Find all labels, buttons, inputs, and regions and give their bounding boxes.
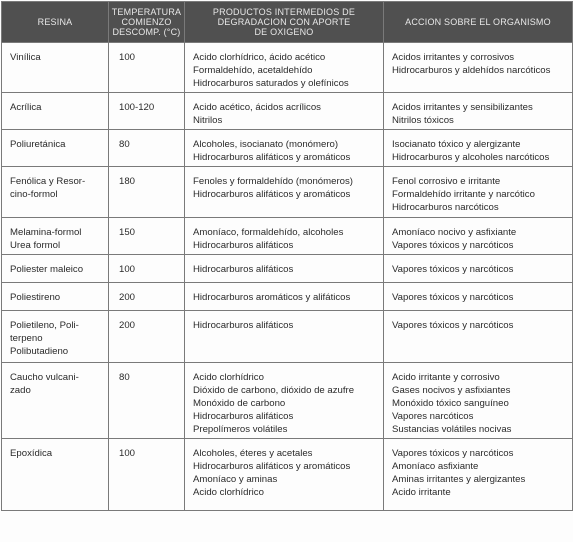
temperatura-content xyxy=(109,283,184,306)
accion-content xyxy=(384,130,572,166)
resina-cell xyxy=(2,43,109,93)
temperatura-content xyxy=(109,439,184,462)
temperatura-text: 100-120 xyxy=(119,102,155,113)
productos-content xyxy=(185,311,383,334)
accion-text: Monóxido tóxico sanguíneo xyxy=(392,398,509,409)
temperatura-text: 100 xyxy=(119,264,136,275)
productos-cell xyxy=(185,283,384,311)
resina-text: Polietileno, Poli- xyxy=(10,320,79,331)
productos-content xyxy=(185,255,383,278)
resina-cell xyxy=(2,439,109,511)
temperatura-text: 200 xyxy=(119,320,136,331)
temperatura-text: 180 xyxy=(119,176,136,187)
accion-text: Aminas irritantes y alergizantes xyxy=(392,474,526,485)
resina-text: cino-formol xyxy=(10,189,58,200)
temperatura-cell xyxy=(109,311,185,363)
temperatura-cell xyxy=(109,439,185,511)
resina-text: terpeno xyxy=(10,333,43,344)
temperatura-cell xyxy=(109,130,185,167)
productos-cell xyxy=(185,130,384,167)
resina-content xyxy=(2,363,108,399)
productos-text: Hidrocarburos alifáticos y aromáticos xyxy=(193,461,351,472)
accion-text: Isocianato tóxico y alergizante xyxy=(392,139,521,150)
accion-text: Acido irritante y corrosivo xyxy=(392,372,500,383)
accion-text: Formaldehído irritante y narcótico xyxy=(392,189,535,200)
accion-content xyxy=(384,167,572,216)
accion-text: Vapores tóxicos y narcóticos xyxy=(392,448,514,459)
resina-cell xyxy=(2,255,109,283)
header-temperatura-line: TEMPERATURA xyxy=(111,7,182,17)
accion-text: Nitrilos tóxicos xyxy=(392,115,454,126)
accion-content xyxy=(384,363,572,438)
accion-text: Amoníaco asfixiante xyxy=(392,461,479,472)
productos-text: Hidrocarburos alifáticos xyxy=(193,264,294,275)
productos-cell xyxy=(185,439,384,511)
temperatura-text: 80 xyxy=(119,372,130,383)
table-row xyxy=(2,218,573,255)
productos-content xyxy=(185,93,383,129)
accion-text: Vapores tóxicos y narcóticos xyxy=(392,320,514,331)
table-row xyxy=(2,363,573,439)
accion-content xyxy=(384,43,572,79)
accion-content xyxy=(384,218,572,254)
accion-content xyxy=(384,439,572,501)
resina-cell xyxy=(2,167,109,218)
resina-text: Melamina-formol xyxy=(10,227,82,238)
resina-text: Epoxídica xyxy=(10,448,53,459)
resina-cell xyxy=(2,218,109,255)
header-productos-line: DE OXIGENO xyxy=(254,27,314,37)
accion-cell xyxy=(384,311,573,363)
header-temperatura-line: DESCOMP. (°C) xyxy=(112,27,181,37)
productos-cell xyxy=(185,43,384,93)
productos-text: Hidrocarburos alifáticos y aromáticos xyxy=(193,189,351,200)
productos-text: Prepolímeros volátiles xyxy=(193,424,288,435)
resina-content xyxy=(2,167,108,203)
temperatura-cell xyxy=(109,255,185,283)
resina-content xyxy=(2,93,108,116)
header-resina xyxy=(2,2,109,43)
header-accion xyxy=(384,2,573,43)
table-row xyxy=(2,439,573,511)
temperatura-cell xyxy=(109,218,185,255)
accion-cell xyxy=(384,93,573,130)
productos-text: Acido clorhídrico xyxy=(193,372,264,383)
productos-text: Nitrilos xyxy=(193,115,223,126)
accion-text: Acido irritante xyxy=(392,487,451,498)
table-row xyxy=(2,167,573,218)
table-row xyxy=(2,311,573,363)
accion-text: Hidrocarburos narcóticos xyxy=(392,202,499,213)
accion-cell xyxy=(384,167,573,218)
productos-cell xyxy=(185,311,384,363)
table-body xyxy=(2,43,573,511)
resina-text: Poliestireno xyxy=(10,292,61,303)
resina-text: Acrílica xyxy=(10,102,42,113)
productos-text: Hidrocarburos saturados y olefínicos xyxy=(193,78,349,89)
productos-cell xyxy=(185,255,384,283)
accion-cell xyxy=(384,363,573,439)
temperatura-cell xyxy=(109,43,185,93)
temperatura-text: 100 xyxy=(119,52,136,63)
table-row xyxy=(2,93,573,130)
productos-text: Hidrocarburos alifáticos xyxy=(193,411,294,422)
header-resina-label: RESINA xyxy=(37,17,73,27)
productos-content xyxy=(185,167,383,203)
productos-cell xyxy=(185,218,384,255)
header-accion-label: ACCION SOBRE EL ORGANISMO xyxy=(405,17,551,27)
resina-text: zado xyxy=(10,385,31,396)
resina-content xyxy=(2,255,108,278)
productos-cell xyxy=(185,363,384,439)
temperatura-text: 200 xyxy=(119,292,136,303)
productos-text: Hidrocarburos aromáticos y alifáticos xyxy=(193,292,351,303)
resina-text: Vinílica xyxy=(10,52,41,63)
productos-text: Hidrocarburos alifáticos y aromáticos xyxy=(193,152,351,163)
header-temperatura xyxy=(109,2,185,43)
resina-cell xyxy=(2,283,109,311)
accion-text: Fenol corrosivo e irritante xyxy=(392,176,501,187)
resina-content xyxy=(2,311,108,360)
resina-text: Caucho vulcani- xyxy=(10,372,79,383)
header-productos xyxy=(185,2,384,43)
productos-text: Formaldehído, acetaldehído xyxy=(193,65,313,76)
header-temperatura-line: COMIENZO xyxy=(121,17,172,27)
resina-text: Poliuretánica xyxy=(10,139,66,150)
header-productos-line: DEGRADACION CON APORTE xyxy=(217,17,351,27)
accion-text: Vapores tóxicos y narcóticos xyxy=(392,264,514,275)
temperatura-text: 150 xyxy=(119,227,136,238)
accion-text: Gases nocivos y asfixiantes xyxy=(392,385,511,396)
resina-content xyxy=(2,130,108,153)
accion-cell xyxy=(384,43,573,93)
temperatura-content xyxy=(109,167,184,190)
table-row xyxy=(2,43,573,93)
productos-text: Alcoholes, éteres y acetales xyxy=(193,448,313,459)
temperatura-content xyxy=(109,363,184,386)
productos-content xyxy=(185,130,383,166)
resina-text: Fenólica y Resor- xyxy=(10,176,86,187)
resina-text: Polibutadieno xyxy=(10,346,69,357)
productos-text: Acido acético, ácidos acrílicos xyxy=(193,102,321,113)
accion-text: Sustancias volátiles nocivas xyxy=(392,424,512,435)
table-header xyxy=(2,2,573,43)
accion-content xyxy=(384,255,572,278)
temperatura-text: 80 xyxy=(119,139,130,150)
productos-text: Amoníaco y aminas xyxy=(193,474,278,485)
accion-cell xyxy=(384,255,573,283)
accion-content xyxy=(384,311,572,334)
accion-cell xyxy=(384,218,573,255)
table-row xyxy=(2,130,573,167)
productos-text: Hidrocarburos alifáticos xyxy=(193,320,294,331)
accion-content xyxy=(384,93,572,129)
productos-text: Alcoholes, isocianato (monómero) xyxy=(193,139,339,150)
accion-text: Amoníaco nocivo y asfixiante xyxy=(392,227,517,238)
resina-cell xyxy=(2,93,109,130)
accion-text: Acidos irritantes y corrosivos xyxy=(392,52,515,63)
resin-degradation-table xyxy=(1,1,573,511)
accion-text: Acidos irritantes y sensibilizantes xyxy=(392,102,533,113)
productos-text: Acido clorhídrico xyxy=(193,487,264,498)
productos-content xyxy=(185,363,383,438)
productos-content xyxy=(185,283,383,306)
accion-cell xyxy=(384,130,573,167)
accion-cell xyxy=(384,439,573,511)
temperatura-text: 100 xyxy=(119,448,136,459)
temperatura-content xyxy=(109,218,184,241)
resina-text: Urea formol xyxy=(10,240,61,251)
productos-text: Monóxido de carbono xyxy=(193,398,286,409)
accion-cell xyxy=(384,283,573,311)
accion-content xyxy=(384,283,572,306)
productos-text: Amoníaco, formaldehído, alcoholes xyxy=(193,227,344,238)
temperatura-content xyxy=(109,93,184,116)
header-row xyxy=(2,2,573,43)
temperatura-cell xyxy=(109,93,185,130)
temperatura-content xyxy=(109,43,184,66)
accion-text: Vapores tóxicos y narcóticos xyxy=(392,240,514,251)
temperatura-cell xyxy=(109,363,185,439)
table-row xyxy=(2,255,573,283)
productos-text: Hidrocarburos alifáticos xyxy=(193,240,294,251)
resina-content xyxy=(2,43,108,66)
resina-content xyxy=(2,283,108,306)
productos-text: Fenoles y formaldehído (monómeros) xyxy=(193,176,353,187)
productos-cell xyxy=(185,93,384,130)
resina-cell xyxy=(2,363,109,439)
resina-content xyxy=(2,218,108,254)
productos-text: Dióxido de carbono, dióxido de azufre xyxy=(193,385,355,396)
productos-cell xyxy=(185,167,384,218)
accion-text: Vapores narcóticos xyxy=(392,411,474,422)
resina-content xyxy=(2,439,108,462)
header-productos-line: PRODUCTOS INTERMEDIOS DE xyxy=(212,7,356,17)
resina-text: Poliester maleico xyxy=(10,264,84,275)
productos-content xyxy=(185,218,383,254)
resina-cell xyxy=(2,130,109,167)
table-row xyxy=(2,283,573,311)
temperatura-content xyxy=(109,255,184,278)
productos-content xyxy=(185,439,383,501)
accion-text: Hidrocarburos y alcoholes narcóticos xyxy=(392,152,550,163)
productos-content xyxy=(185,43,383,92)
temperatura-content xyxy=(109,130,184,153)
temperatura-cell xyxy=(109,283,185,311)
accion-text: Vapores tóxicos y narcóticos xyxy=(392,292,514,303)
temperatura-content xyxy=(109,311,184,334)
resina-cell xyxy=(2,311,109,363)
productos-text: Acido clorhídrico, ácido acético xyxy=(193,52,326,63)
temperatura-cell xyxy=(109,167,185,218)
accion-text: Hidrocarburos y aldehídos narcóticos xyxy=(392,65,551,76)
